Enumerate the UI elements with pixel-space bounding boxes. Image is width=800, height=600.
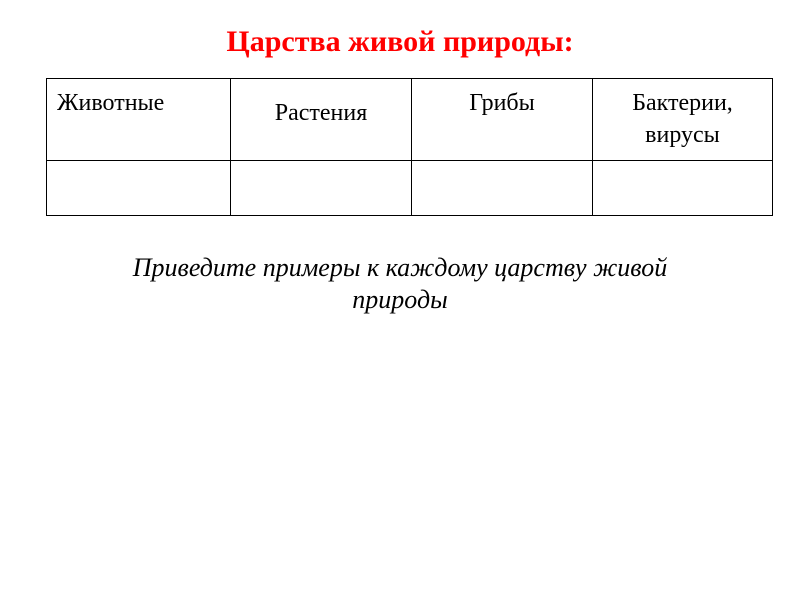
header-label: Бактерии, вирусы [632, 90, 733, 148]
answer-cell-fungi [412, 161, 593, 216]
header-label: Животные [57, 90, 165, 116]
answer-cell-bacteria-viruses [593, 161, 773, 216]
kingdoms-table [46, 78, 773, 216]
answer-cell-animals [47, 161, 231, 216]
header-cell-fungi [412, 79, 593, 161]
table-row [47, 161, 773, 216]
header-cell-bacteria-viruses [593, 79, 773, 161]
instruction-text: Приведите примеры к каждому царству живой природы [132, 253, 668, 314]
header-cell-plants [231, 79, 412, 161]
answer-cell-plants [231, 161, 412, 216]
slide-title: Царства живой природы: [226, 25, 574, 58]
header-label: Растения [274, 100, 368, 126]
table-header-row [47, 79, 773, 161]
header-label: Грибы [469, 90, 535, 116]
header-cell-animals [47, 79, 231, 161]
